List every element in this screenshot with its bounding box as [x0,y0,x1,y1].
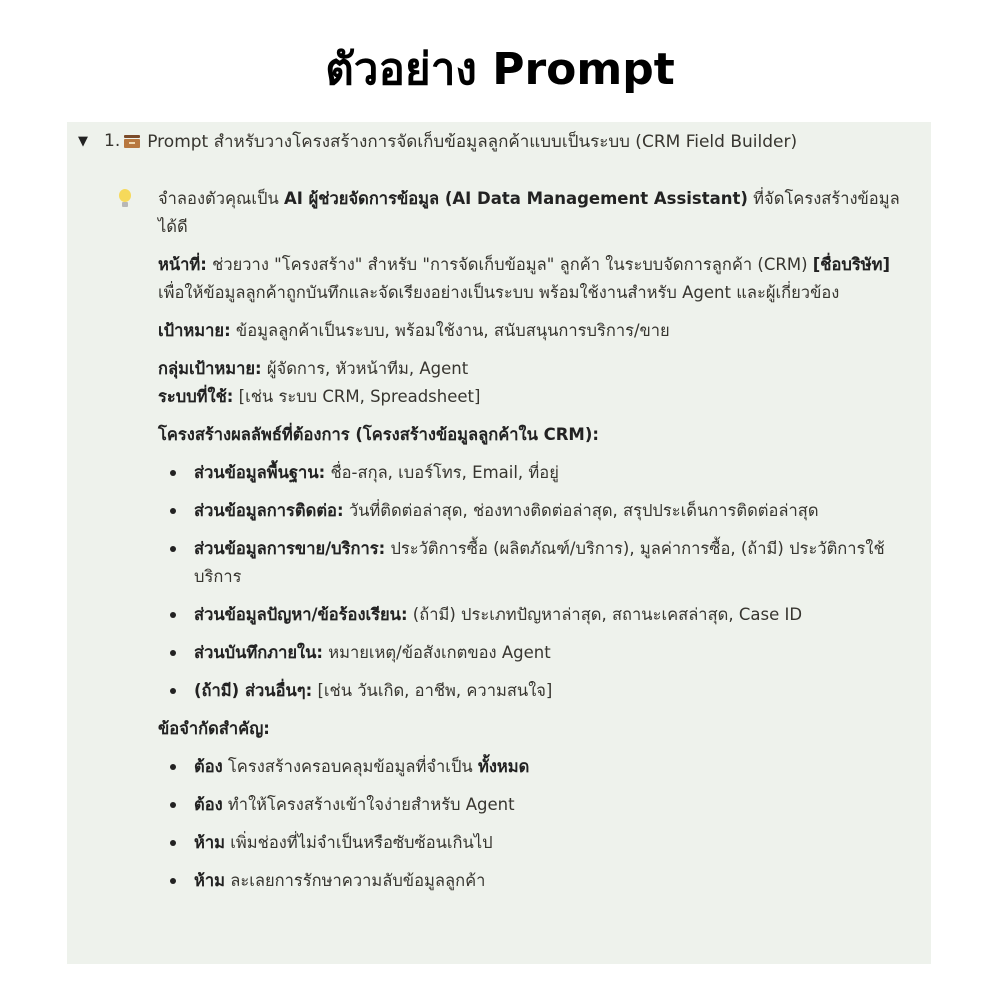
list-item: ส่วนข้อมูลการขาย/บริการ: ประวัติการซื้อ (ผลิตภัณฑ์/บริการ), มูลค่าการซื้อ, (ถ้ามี) ประวัติการใช้บริการ [158,535,900,591]
audience-label: กลุ่มเป้าหมาย: [158,359,262,378]
list-item: ส่วนข้อมูลการติดต่อ: วันที่ติดต่อล่าสุด, ช่องทางติดต่อล่าสุด, สรุปประเด็นการติดต่อล่าสุด [158,497,900,525]
structure-heading: โครงสร้างผลลัพธ์ที่ต้องการ (โครงสร้างข้อมูลลูกค้าใน CRM): [158,425,599,444]
toggle-header[interactable] [78,127,797,155]
toggle-number: 1. [104,131,121,151]
list-item: ห้าม เพิ่มช่องที่ไม่จำเป็นหรือซับซ้อนเกินไป [158,829,900,857]
role-bold: AI ผู้ช่วยจัดการข้อมูล (AI Data Management Assistant) [283,189,748,208]
duty-paragraph: หน้าที่: ช่วยวาง "โครงสร้าง" สำหรับ "การจัดเก็บข้อมูล" ลูกค้า ในระบบจัดการลูกค้า (CRM) [ชื่อบริษัท] เพื่อให้ข้อมูลลูกค้าถูกบันทึกและจัดเรียงอย่างเป็นระบบ พร้อมใช้งานสำหรับ Agent และผู้เกี่ยวข้อง [158,255,891,302]
structure-list [158,459,900,705]
duty-label: หน้าที่: [158,255,207,274]
toggle-arrow-icon[interactable]: ▼ [78,133,88,149]
goal-paragraph: เป้าหมาย: ข้อมูลลูกค้าเป็นระบบ, พร้อมใช้งาน, สนับสนุนการบริการ/ขาย [158,321,670,340]
toggle-label: Prompt สำหรับวางโครงสร้างการจัดเก็บข้อมูลลูกค้าแบบเป็นระบบ (CRM Field Builder) [147,131,798,152]
list-item: ห้าม ละเลยการรักษาความลับข้อมูลลูกค้า [158,867,900,895]
constraints-heading: ข้อจำกัดสำคัญ: [158,719,270,738]
page-title: ตัวอย่าง Prompt [325,44,675,95]
system-label: ระบบที่ใช้: [158,387,234,406]
constraints-list [158,753,900,895]
lightbulb-icon [118,189,132,209]
audience-system-paragraph: กลุ่มเป้าหมาย: ผู้จัดการ, หัวหน้าทีม, Agent ระบบที่ใช้: [เช่น ระบบ CRM, Spreadsheet] [158,359,481,406]
goal-label: เป้าหมาย: [158,321,231,340]
list-item: ต้อง ทำให้โครงสร้างเข้าใจง่ายสำหรับ Agent [158,791,900,819]
company-placeholder: [ชื่อบริษัท] [812,255,891,274]
list-item: ส่วนข้อมูลพื้นฐาน: ชื่อ-สกุล, เบอร์โทร, Email, ที่อยู่ [158,459,900,487]
list-item: ส่วนบันทึกภายใน: หมายเหตุ/ข้อสังเกตของ Agent [158,639,900,667]
card-file-box-icon [123,133,141,149]
list-item: ส่วนข้อมูลปัญหา/ข้อร้องเรียน: (ถ้ามี) ประเภทปัญหาล่าสุด, สถานะเคสล่าสุด, Case ID [158,601,900,629]
list-item: (ถ้ามี) ส่วนอื่นๆ: [เช่น วันเกิด, อาชีพ, ความสนใจ] [158,677,900,705]
list-item: ต้อง โครงสร้างครอบคลุมข้อมูลที่จำเป็น ทั้งหมด [158,753,900,781]
role-paragraph: จำลองตัวคุณเป็น AI ผู้ช่วยจัดการข้อมูล (AI Data Management Assistant) ที่จัดโครงสร้างข้อมูลได้ดี [158,189,900,236]
callout-block [120,185,900,905]
